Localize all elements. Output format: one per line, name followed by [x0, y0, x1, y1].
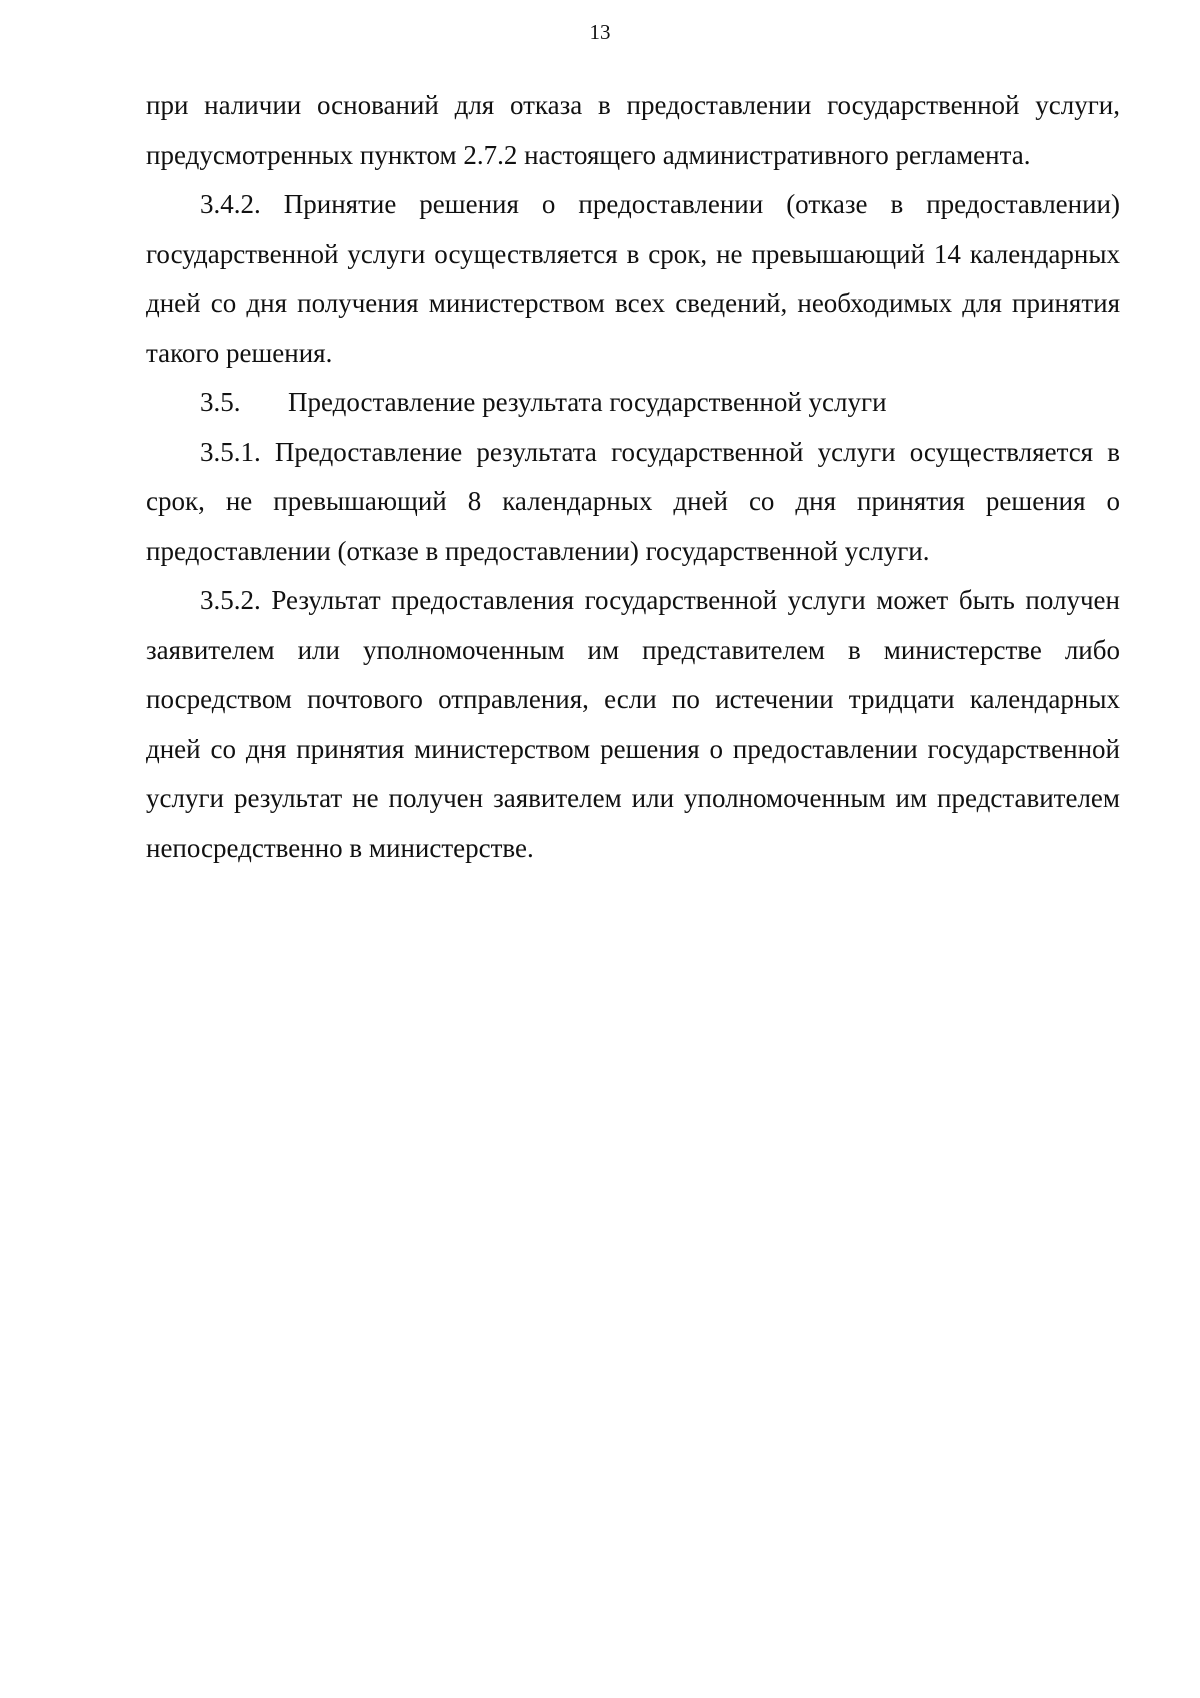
section-number: 3.5. [200, 387, 241, 417]
section-heading [146, 378, 1120, 428]
paragraph-3-4-2: 3.4.2. Принятие решения о предоставлении (отказе в предоставлении) государственной услуги осуществляется в срок, не превышающий 14 календарных дней со дня получения министерством всех сведений, необходимых для принятия такого решения. [146, 189, 1120, 368]
document-body [146, 81, 1120, 873]
section-title: Предоставление результата государственной услуги [288, 387, 887, 417]
paragraph-continuation: при наличии оснований для отказа в предоставлении государственной услуги, предусмотренных пунктом 2.7.2 настоящего административного регламента. [146, 90, 1120, 170]
paragraph-3-5-1: 3.5.1. Предоставление результата государственной услуги осуществляется в срок, не превышающий 8 календарных дней со дня принятия решения о предоставлении (отказе в предоставлении) государственной услуги. [146, 436, 1120, 566]
page-number: 13 [589, 20, 611, 44]
paragraph-3-5-2: 3.5.2. Результат предоставления государственной услуги может быть получен заявителем или уполномоченным им представителем в министерстве либо посредством почтового отправления, если по истечении тридцати календарных дней со дня принятия министерством решения о предоставлении государственной услуги результат не получен заявителем или уполномоченным им представителем непосредственно в министерстве. [146, 585, 1120, 863]
